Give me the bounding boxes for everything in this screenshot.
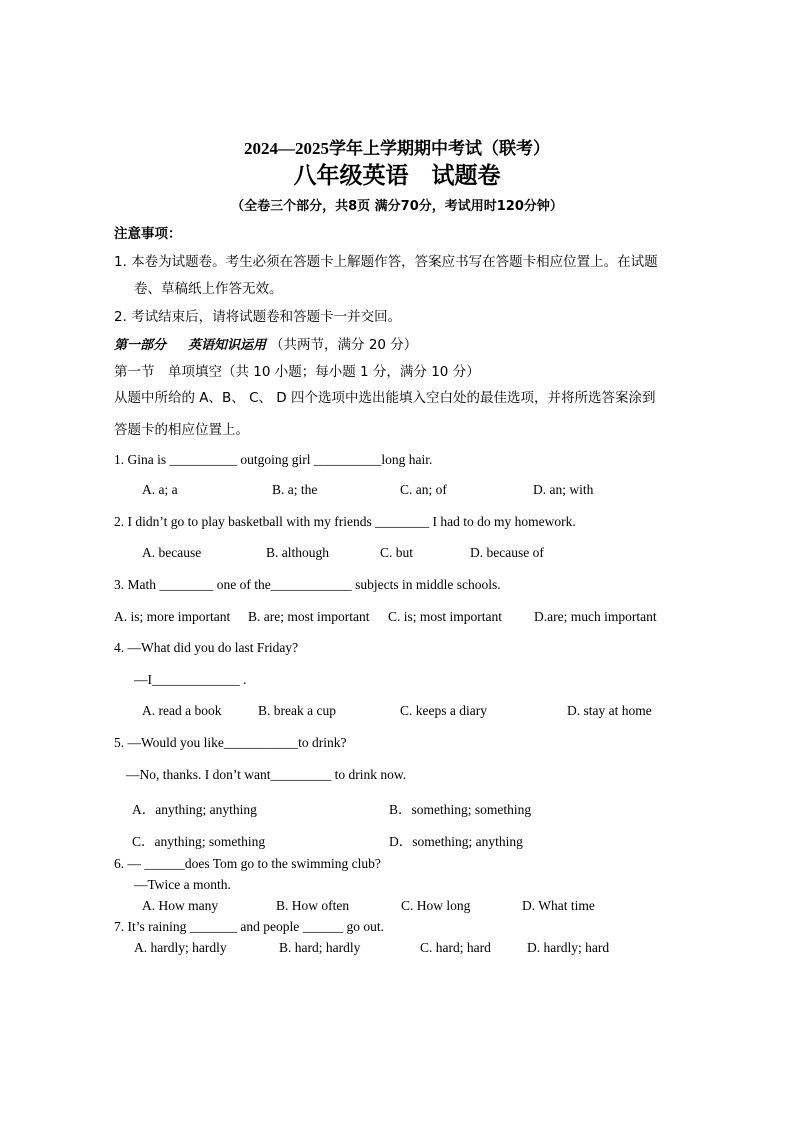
part-1-score: （共两节，满分 20 分） [270, 337, 418, 353]
question-6-option-a: A. How many [142, 898, 219, 913]
exam-title-line1: 2024—2025学年上学期期中考试（联考） [244, 139, 550, 158]
question-1-option-b: B. a; the [272, 482, 318, 497]
section-1-title: 第一节 单项填空（共 10 小题；每小题 1 分，满分 10 分） [114, 364, 480, 380]
question-5-option-b: B．something; something [389, 802, 532, 817]
part-1-heading [114, 333, 417, 354]
question-4-option-d: D. stay at home [567, 703, 652, 718]
note-1-line2: 卷、草稿纸上作答无效。 [134, 281, 283, 297]
question-2-option-b: B. although [266, 545, 329, 560]
question-2-option-c: C. but [380, 545, 414, 560]
exam-title-subject: 八年级英语 试题卷 [293, 163, 501, 189]
question-5-option-d: D．something; anything [389, 834, 523, 849]
notes-heading: 注意事项： [114, 226, 182, 242]
section-1-instruction-line1: 从题中所给的 A、B、 C、 D 四个选项中选出能填入空白处的最佳选项，并将所选答案涂到 [114, 390, 656, 406]
question-3-option-d: D.are; much important [534, 609, 657, 624]
question-4-option-a: A. read a book [142, 703, 222, 718]
exam-info: （全卷三个部分，共8页 满分70分，考试用时120分钟） [231, 199, 563, 214]
part-1-label: 第一部分 [114, 338, 167, 353]
question-5-option-a: A．anything; anything [132, 802, 257, 817]
question-1-option-d: D. an; with [533, 482, 594, 497]
question-5-stem: 5. —Would you like___________to drink? [114, 735, 347, 750]
question-6-stem: 6. — ______does Tom go to the swimming club? [114, 856, 381, 871]
question-3-option-c: C. is; most important [388, 609, 503, 624]
question-7-option-d: D. hardly; hard [527, 940, 610, 955]
question-1-option-a: A. a; a [142, 482, 178, 497]
question-6-option-c: C. How long [401, 898, 471, 913]
part-1-title: 英语知识运用 [188, 338, 267, 353]
question-7-option-a: A. hardly; hardly [134, 940, 227, 955]
question-7-stem: 7. It’s raining _______ and people ______ go out. [114, 919, 384, 934]
question-3-option-a: A. is; more important [114, 609, 231, 624]
question-2-option-a: A. because [142, 545, 202, 560]
question-4-stem: 4. —What did you do last Friday? [114, 640, 299, 655]
question-4-option-c: C. keeps a diary [400, 703, 487, 718]
question-7-option-b: B. hard; hardly [279, 940, 361, 955]
question-1-stem: 1. Gina is __________ outgoing girl __________long hair. [114, 452, 433, 467]
question-4-option-b: B. break a cup [258, 703, 336, 718]
note-2: 2. 考试结束后，请将试题卷和答题卡一并交回。 [114, 309, 402, 325]
section-1-instruction-line2: 答题卡的相应位置上。 [114, 422, 249, 438]
question-6-answer-line: —Twice a month. [134, 877, 231, 892]
question-1-option-c: C. an; of [400, 482, 447, 497]
question-6-option-b: B. How often [276, 898, 350, 913]
question-3-option-b: B. are; most important [248, 609, 370, 624]
question-6-option-d: D. What time [522, 898, 595, 913]
note-1-line1: 1. 本卷为试题卷。考生必须在答题卡上解题作答，答案应书写在答题卡相应位置上。在试题 [114, 254, 658, 270]
question-5-answer-line: —No, thanks. I don’t want_________ to drink now. [126, 767, 407, 782]
question-2-option-d: D. because of [470, 545, 544, 560]
question-3-stem: 3. Math ________ one of the____________ subjects in middle schools. [114, 577, 501, 592]
question-4-answer-line: —I_____________ . [134, 672, 247, 687]
question-7-option-c: C. hard; hard [420, 940, 491, 955]
question-2-stem: 2. I didn’t go to play basketball with my friends ________ I had to do my homework. [114, 514, 576, 529]
question-5-option-c: C．anything; something [132, 834, 266, 849]
